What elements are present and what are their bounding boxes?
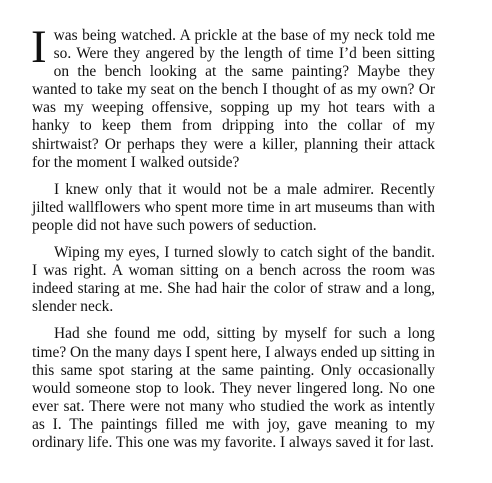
paragraph-4: Had she found me odd, sitting by myself for such a long time? On the many days I spent here, I always ended up sitting in this same spot staring at the same painting. Only occasionally would someone stop to look. They never lingered long. No one ever sat. There were not many who studied the work as intently as I. The paintings filled me with joy, gave meaning to my ordinary life. This one was my favorite. I always saved it for last.: [32, 325, 435, 451]
paragraph-2: I knew only that it would not be a male admirer. Recently jilted wallflowers who spent more time in art museums than with people did not have such powers of seduction.: [32, 180, 435, 234]
document-page: [31, 21, 435, 461]
paragraph-3: Wiping my eyes, I turned slowly to catch sight of the bandit. I was right. A woman sitting on a bench across the room was indeed staring at me. She had hair the color of straw and a long, slender neck.: [32, 244, 435, 316]
paragraph-1: [31, 21, 435, 172]
drop-cap: I: [31, 21, 47, 73]
paragraph-1-text: was being watched. A prickle at the base of my neck told me so. Were they angered by the length of time I’d been sitting on the bench looking at the same painting? Maybe they wanted to take my seat on the bench I thought of as my own? Or was my weeping offensive, sopping up my hot tears with a hanky to keep them from dripping into the collar of my shirtwaist? Or perhaps they were a killer, planning their attack for the moment I walked outside?: [32, 27, 435, 171]
